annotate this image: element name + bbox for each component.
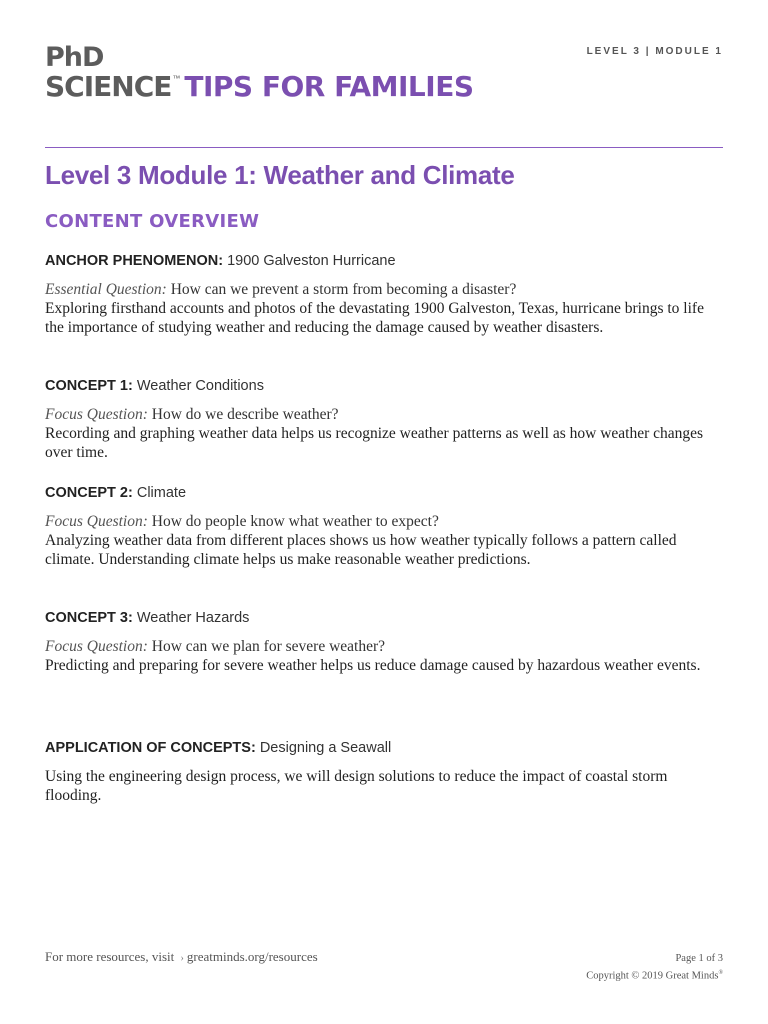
concept-3-focus-text: How can we plan for severe weather? [151, 638, 386, 655]
logo-science: SCIENCE [45, 70, 172, 103]
concept-1-value: Weather Conditions [136, 378, 264, 394]
concept-2-focus-question [45, 512, 725, 531]
concept-3-description: Predicting and preparing for severe weather helps us reduce damage caused by hazardous weather events. [45, 657, 701, 674]
copyright: Copyright © 2019 Great Minds [586, 970, 719, 982]
logo-tips-for-families: TIPS FOR FAMILIES [184, 70, 474, 103]
essential-question [45, 280, 725, 299]
footer-resources-prefix: For more resources, visit [45, 949, 175, 964]
concept-1-description: Recording and graphing weather data helps us recognize weather patterns as well as how weather changes over time. [45, 425, 704, 461]
content-overview-heading: CONTENT OVERVIEW [45, 211, 260, 232]
resources-link[interactable]: greatminds.org/resources [186, 949, 318, 964]
footer-resources [45, 949, 318, 965]
concept-2-focus-label: Focus Question: [45, 513, 148, 530]
concept-3-label-line [45, 609, 725, 627]
concept-3-section [45, 609, 725, 675]
header-divider [45, 147, 723, 148]
concept-2-focus-text: How do people know what weather to expect? [151, 513, 439, 530]
footer-page-info [586, 952, 723, 984]
concept-3-focus-label: Focus Question: [45, 638, 148, 655]
anchor-label-line [45, 252, 725, 270]
concept-1-label-line [45, 377, 725, 395]
application-description: Using the engineering design process, we will design solutions to reduce the impact of coastal storm flooding. [45, 768, 668, 804]
concept-1-focus-question [45, 405, 725, 424]
application-value: Designing a Seawall [259, 740, 392, 756]
page-title: Level 3 Module 1: Weather and Climate [45, 160, 515, 190]
concept-2-section [45, 484, 725, 569]
anchor-phenomenon-section [45, 252, 725, 337]
concept-3-label: CONCEPT 3: [45, 610, 133, 626]
essential-question-label: Essential Question: [45, 281, 167, 298]
application-label-line [45, 739, 725, 757]
essential-question-text: How can we prevent a storm from becoming a disaster? [170, 281, 517, 298]
anchor-value: 1900 Galveston Hurricane [227, 253, 396, 269]
concept-3-focus-question [45, 637, 725, 656]
logo-phd: PhD [45, 42, 104, 73]
concept-2-value: Climate [136, 485, 187, 501]
concept-1-focus-label: Focus Question: [45, 406, 148, 423]
logo [45, 44, 473, 102]
anchor-description: Exploring firsthand accounts and photos of the devastating 1900 Galveston, Texas, hurricane brings to life the importance of studying weather and reducing the damage caused by weather disasters. [45, 300, 704, 336]
logo-trademark: ™ [172, 74, 181, 83]
chevron-right-icon: › [180, 953, 184, 964]
registered-mark: ® [718, 970, 723, 976]
concept-1-section [45, 377, 725, 462]
concept-1-focus-text: How do we describe weather? [151, 406, 339, 423]
concept-2-label: CONCEPT 2: [45, 485, 133, 501]
level-module-tag: LEVEL 3 | MODULE 1 [586, 46, 723, 57]
application-label: APPLICATION OF CONCEPTS: [45, 740, 256, 756]
page-number: Page 1 of 3 [675, 953, 723, 964]
concept-2-label-line [45, 484, 725, 502]
concept-3-value: Weather Hazards [136, 610, 250, 626]
application-section [45, 739, 725, 805]
concept-2-description: Analyzing weather data from different places shows us how weather typically follows a pattern called climate. Understanding climate helps us make reasonable weather predictions. [45, 532, 677, 568]
concept-1-label: CONCEPT 1: [45, 378, 133, 394]
anchor-label: ANCHOR PHENOMENON: [45, 253, 224, 269]
